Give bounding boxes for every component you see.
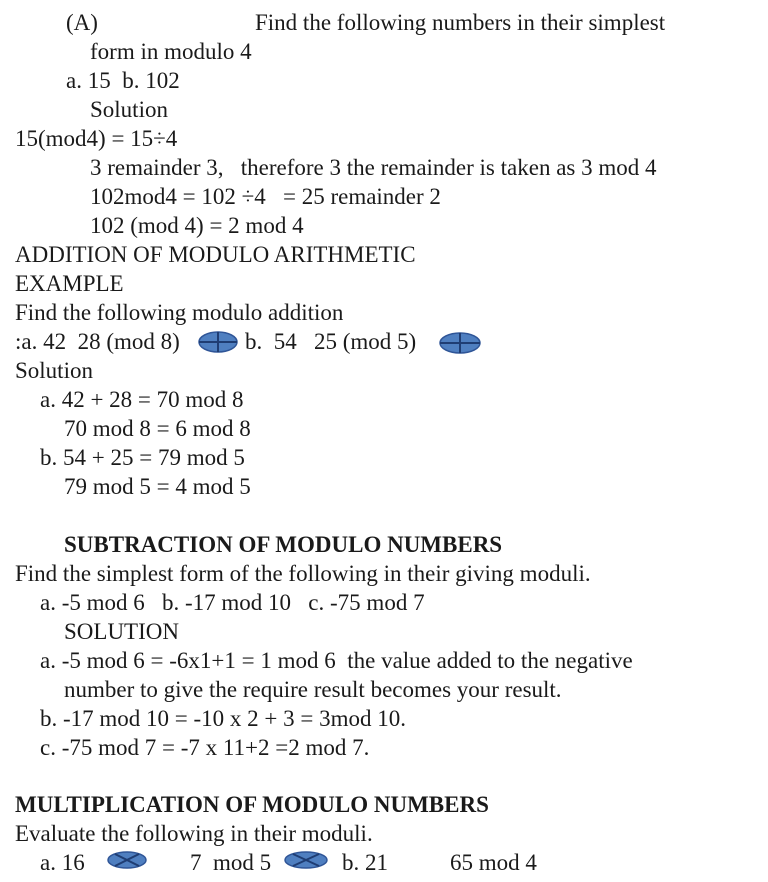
section-a-solution-line2: 3 remainder 3, therefore 3 the remainder is taken as 3 mod 4 <box>90 155 657 180</box>
section-a-solution-line1: 15(mod4) = 15÷4 <box>15 126 178 151</box>
multiplication-item-b-left: b. 21 <box>342 850 388 875</box>
section-a-label: (A) <box>66 10 98 35</box>
addition-item-a: :a. 42 28 (mod 8) <box>15 329 180 354</box>
addition-solution-line1: a. 42 + 28 = 70 mod 8 <box>40 387 244 412</box>
section-a-items: a. 15 b. 102 <box>66 68 180 93</box>
circled-times-icon <box>106 850 148 870</box>
subtraction-solution-line2: b. -17 mod 10 = -10 x 2 + 3 = 3mod 10. <box>40 706 407 731</box>
subtraction-items: a. -5 mod 6 b. -17 mod 10 c. -75 mod 7 <box>40 590 425 615</box>
multiplication-item-a-left: a. 16 <box>40 850 85 875</box>
multiplication-heading: MULTIPLICATION OF MODULO NUMBERS <box>15 792 489 817</box>
circled-times-icon <box>283 850 329 870</box>
addition-solution-label: Solution <box>15 358 93 383</box>
subtraction-solution-label: SOLUTION <box>64 619 179 644</box>
multiplication-item-a-right: 7 mod 5 <box>190 850 272 875</box>
addition-example-label: EXAMPLE <box>15 271 124 296</box>
subtraction-solution-line1: a. -5 mod 6 = -6x1+1 = 1 mod 6 the value added to the negative <box>40 648 633 673</box>
section-a-task-line1: Find the following numbers in their simplest <box>255 10 666 35</box>
section-a-solution-line3: 102mod4 = 102 ÷4 = 25 remainder 2 <box>90 184 441 209</box>
subtraction-solution-line3: c. -75 mod 7 = -7 x 11+2 =2 mod 7. <box>40 735 370 760</box>
addition-solution-line3: b. 54 + 25 = 79 mod 5 <box>40 445 245 470</box>
circled-plus-icon <box>197 330 239 354</box>
circled-plus-icon <box>438 331 482 355</box>
addition-heading: ADDITION OF MODULO ARITHMETIC <box>15 242 416 267</box>
section-a-solution-line4: 102 (mod 4) = 2 mod 4 <box>90 213 304 238</box>
addition-solution-line4: 79 mod 5 = 4 mod 5 <box>64 474 251 499</box>
subtraction-prompt: Find the simplest form of the following in their giving moduli. <box>15 561 591 586</box>
addition-prompt: Find the following modulo addition <box>15 300 344 325</box>
section-a-solution-label: Solution <box>90 97 168 122</box>
addition-solution-line2: 70 mod 8 = 6 mod 8 <box>64 416 251 441</box>
section-a-task-line2: form in modulo 4 <box>90 39 252 64</box>
multiplication-item-b-right: 65 mod 4 <box>450 850 537 875</box>
subtraction-solution-line1-cont: number to give the require result becomes your result. <box>64 677 562 702</box>
multiplication-prompt: Evaluate the following in their moduli. <box>15 821 373 846</box>
addition-item-b: b. 54 25 (mod 5) <box>245 329 417 354</box>
subtraction-heading: SUBTRACTION OF MODULO NUMBERS <box>64 532 503 557</box>
